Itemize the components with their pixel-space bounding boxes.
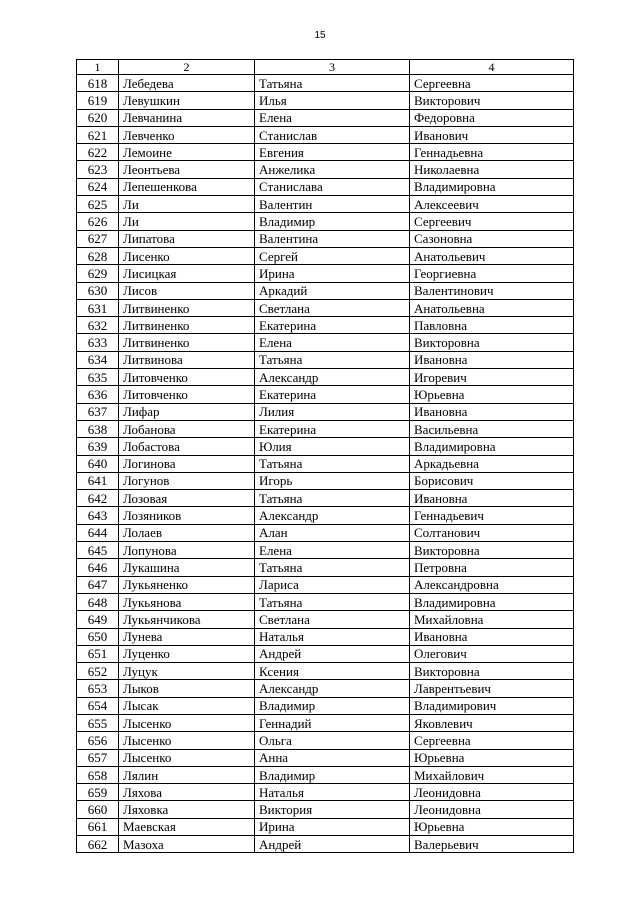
cell-surname: Литвиненко [119,299,255,316]
cell-first-name: Андрей [255,645,410,662]
cell-surname: Лозовая [119,490,255,507]
cell-surname: Литовченко [119,386,255,403]
column-header-first-name: 3 [255,60,410,75]
table-row [77,196,574,213]
cell-surname: Лукьянчикова [119,611,255,628]
cell-first-name: Анжелика [255,161,410,178]
cell-number: 658 [77,766,119,783]
cell-surname: Лунева [119,628,255,645]
cell-patronymic: Викторовна [410,663,574,680]
cell-first-name: Екатерина [255,386,410,403]
cell-number: 638 [77,420,119,437]
cell-number: 623 [77,161,119,178]
cell-surname: Лисов [119,282,255,299]
cell-number: 637 [77,403,119,420]
cell-number: 634 [77,351,119,368]
cell-patronymic: Анатольевич [410,247,574,264]
cell-number: 648 [77,593,119,610]
cell-number: 620 [77,109,119,126]
cell-first-name: Владимир [255,213,410,230]
cell-number: 636 [77,386,119,403]
table-row [77,818,574,835]
cell-patronymic: Юрьевна [410,818,574,835]
cell-surname: Ляховка [119,801,255,818]
table-row [77,403,574,420]
cell-number: 622 [77,144,119,161]
cell-first-name: Евгения [255,144,410,161]
cell-surname: Литвиненко [119,317,255,334]
cell-number: 625 [77,196,119,213]
cell-surname: Лукьянова [119,593,255,610]
column-header-surname: 2 [119,60,255,75]
table-row [77,455,574,472]
cell-patronymic: Федоровна [410,109,574,126]
cell-first-name: Ксения [255,663,410,680]
cell-number: 651 [77,645,119,662]
cell-first-name: Валентин [255,196,410,213]
cell-first-name: Елена [255,542,410,559]
table-row [77,126,574,143]
cell-surname: Лемоине [119,144,255,161]
page-number: 15 [314,30,326,41]
cell-first-name: Наталья [255,628,410,645]
cell-surname: Лысак [119,697,255,714]
cell-number: 630 [77,282,119,299]
cell-surname: Лукашина [119,559,255,576]
cell-patronymic: Сергеевна [410,732,574,749]
table-row [77,420,574,437]
cell-number: 627 [77,230,119,247]
table-row [77,247,574,264]
cell-surname: Лисенко [119,247,255,264]
cell-patronymic: Игоревич [410,369,574,386]
names-table [76,59,574,853]
cell-first-name: Виктория [255,801,410,818]
cell-first-name: Станислав [255,126,410,143]
cell-first-name: Лилия [255,403,410,420]
table-row [77,230,574,247]
cell-surname: Литвинова [119,351,255,368]
cell-surname: Левченко [119,126,255,143]
cell-number: 643 [77,507,119,524]
cell-surname: Логинова [119,455,255,472]
cell-first-name: Анна [255,749,410,766]
cell-first-name: Валентина [255,230,410,247]
cell-surname: Мазоха [119,836,255,853]
cell-number: 656 [77,732,119,749]
cell-patronymic: Михайлович [410,766,574,783]
cell-number: 631 [77,299,119,316]
cell-surname: Лысенко [119,732,255,749]
cell-number: 633 [77,334,119,351]
cell-number: 659 [77,784,119,801]
cell-number: 647 [77,576,119,593]
table-row [77,161,574,178]
cell-patronymic: Павловна [410,317,574,334]
cell-first-name: Юлия [255,438,410,455]
table-row [77,559,574,576]
cell-patronymic: Владимирович [410,697,574,714]
table-row [77,576,574,593]
cell-patronymic: Юрьевна [410,749,574,766]
cell-first-name: Ирина [255,818,410,835]
cell-number: 662 [77,836,119,853]
table-row [77,299,574,316]
cell-patronymic: Викторовна [410,334,574,351]
cell-patronymic: Ивановна [410,490,574,507]
cell-patronymic: Юрьевна [410,386,574,403]
cell-patronymic: Ивановна [410,628,574,645]
cell-patronymic: Иванович [410,126,574,143]
cell-first-name: Екатерина [255,420,410,437]
table-row [77,784,574,801]
cell-first-name: Ольга [255,732,410,749]
cell-first-name: Татьяна [255,593,410,610]
cell-first-name: Елена [255,334,410,351]
cell-surname: Ляхова [119,784,255,801]
table-row [77,75,574,92]
cell-patronymic: Викторович [410,92,574,109]
table-row [77,663,574,680]
cell-patronymic: Борисович [410,472,574,489]
cell-number: 652 [77,663,119,680]
cell-patronymic: Владимировна [410,593,574,610]
cell-first-name: Аркадий [255,282,410,299]
cell-patronymic: Михайловна [410,611,574,628]
cell-number: 661 [77,818,119,835]
table-row [77,611,574,628]
cell-first-name: Татьяна [255,455,410,472]
table-row [77,836,574,853]
cell-surname: Лопунова [119,542,255,559]
cell-number: 655 [77,714,119,731]
cell-surname: Лозяников [119,507,255,524]
table-row [77,472,574,489]
cell-surname: Литовченко [119,369,255,386]
table-row [77,369,574,386]
cell-patronymic: Александровна [410,576,574,593]
cell-first-name: Татьяна [255,75,410,92]
cell-number: 650 [77,628,119,645]
table-row [77,766,574,783]
cell-surname: Липатова [119,230,255,247]
cell-number: 626 [77,213,119,230]
table-row [77,490,574,507]
cell-patronymic: Ивановна [410,403,574,420]
cell-number: 632 [77,317,119,334]
cell-first-name: Ирина [255,265,410,282]
table-row [77,749,574,766]
cell-patronymic: Владимировна [410,178,574,195]
table-row [77,697,574,714]
cell-number: 619 [77,92,119,109]
cell-first-name: Алан [255,524,410,541]
cell-surname: Леонтьева [119,161,255,178]
cell-first-name: Андрей [255,836,410,853]
cell-patronymic: Сергеевна [410,75,574,92]
cell-patronymic: Сергеевич [410,213,574,230]
table-row [77,144,574,161]
cell-patronymic: Аркадьевна [410,455,574,472]
cell-patronymic: Ивановна [410,351,574,368]
table-row [77,282,574,299]
cell-number: 629 [77,265,119,282]
cell-first-name: Геннадий [255,714,410,731]
cell-first-name: Владимир [255,766,410,783]
table-row [77,109,574,126]
cell-number: 624 [77,178,119,195]
table-row [77,178,574,195]
header-row [77,60,574,75]
table-row [77,628,574,645]
table-row [77,351,574,368]
table-row [77,386,574,403]
cell-number: 640 [77,455,119,472]
cell-patronymic: Николаевна [410,161,574,178]
cell-surname: Лысенко [119,749,255,766]
cell-patronymic: Лаврентьевич [410,680,574,697]
cell-first-name: Светлана [255,611,410,628]
table-row [77,334,574,351]
cell-surname: Лялин [119,766,255,783]
cell-surname: Лобастова [119,438,255,455]
cell-surname: Логунов [119,472,255,489]
cell-first-name: Сергей [255,247,410,264]
cell-first-name: Татьяна [255,559,410,576]
table-row [77,524,574,541]
cell-patronymic: Валентинович [410,282,574,299]
cell-patronymic: Георгиевна [410,265,574,282]
cell-first-name: Наталья [255,784,410,801]
cell-surname: Лепешенкова [119,178,255,195]
cell-first-name: Александр [255,507,410,524]
cell-first-name: Светлана [255,299,410,316]
cell-number: 642 [77,490,119,507]
cell-first-name: Татьяна [255,490,410,507]
cell-patronymic: Сазоновна [410,230,574,247]
cell-patronymic: Петровна [410,559,574,576]
cell-surname: Левчанина [119,109,255,126]
cell-surname: Литвиненко [119,334,255,351]
cell-patronymic: Владимировна [410,438,574,455]
cell-surname: Лолаев [119,524,255,541]
cell-surname: Ли [119,213,255,230]
table-row [77,801,574,818]
cell-patronymic: Леонидовна [410,801,574,818]
cell-number: 641 [77,472,119,489]
cell-first-name: Татьяна [255,351,410,368]
table-row [77,645,574,662]
cell-patronymic: Геннадьевич [410,507,574,524]
cell-surname: Ли [119,196,255,213]
cell-surname: Лукьяненко [119,576,255,593]
cell-patronymic: Яковлевич [410,714,574,731]
table-row [77,593,574,610]
cell-number: 649 [77,611,119,628]
cell-patronymic: Олегович [410,645,574,662]
cell-first-name: Александр [255,680,410,697]
cell-number: 645 [77,542,119,559]
table-row [77,507,574,524]
cell-patronymic: Викторовна [410,542,574,559]
cell-surname: Лыков [119,680,255,697]
cell-surname: Лобанова [119,420,255,437]
cell-patronymic: Солтанович [410,524,574,541]
cell-first-name: Лариса [255,576,410,593]
cell-patronymic: Алексеевич [410,196,574,213]
cell-surname: Луцук [119,663,255,680]
cell-number: 660 [77,801,119,818]
cell-patronymic: Васильевна [410,420,574,437]
cell-surname: Левушкин [119,92,255,109]
cell-surname: Лифар [119,403,255,420]
cell-first-name: Екатерина [255,317,410,334]
cell-surname: Маевская [119,818,255,835]
table-row [77,317,574,334]
cell-number: 644 [77,524,119,541]
cell-patronymic: Геннадьевна [410,144,574,161]
cell-number: 657 [77,749,119,766]
column-header-patronymic: 4 [410,60,574,75]
cell-surname: Лисицкая [119,265,255,282]
cell-patronymic: Анатольевна [410,299,574,316]
column-header-number: 1 [77,60,119,75]
cell-number: 646 [77,559,119,576]
cell-number: 639 [77,438,119,455]
table-row [77,92,574,109]
cell-surname: Лысенко [119,714,255,731]
cell-number: 618 [77,75,119,92]
table-row [77,732,574,749]
table-body [77,60,574,853]
table-row [77,265,574,282]
cell-first-name: Илья [255,92,410,109]
cell-number: 635 [77,369,119,386]
cell-number: 654 [77,697,119,714]
cell-number: 628 [77,247,119,264]
cell-patronymic: Валерьевич [410,836,574,853]
cell-first-name: Владимир [255,697,410,714]
table-row [77,680,574,697]
cell-first-name: Станислава [255,178,410,195]
table-row [77,542,574,559]
cell-first-name: Александр [255,369,410,386]
table-row [77,213,574,230]
table-row [77,438,574,455]
cell-surname: Лебедева [119,75,255,92]
cell-number: 621 [77,126,119,143]
cell-surname: Луценко [119,645,255,662]
cell-first-name: Игорь [255,472,410,489]
cell-number: 653 [77,680,119,697]
cell-first-name: Елена [255,109,410,126]
table-row [77,714,574,731]
cell-patronymic: Леонидовна [410,784,574,801]
